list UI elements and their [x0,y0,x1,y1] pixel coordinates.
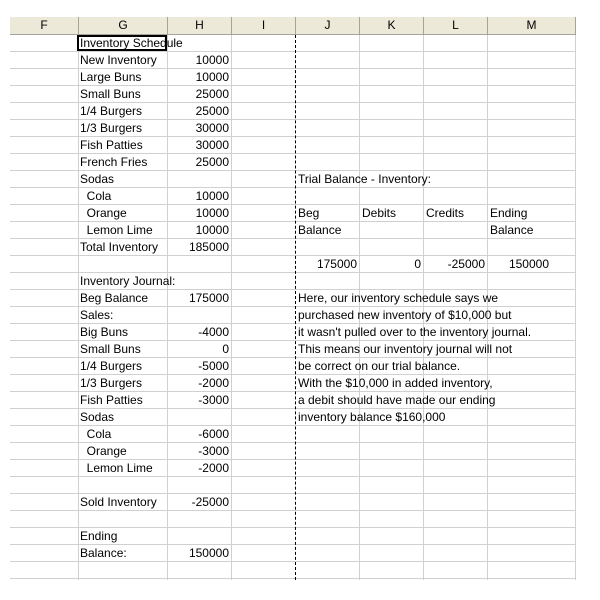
column-header-f[interactable]: F [10,17,79,35]
journal-row-value[interactable]: -2000 [198,376,229,390]
schedule-row-value[interactable]: 25000 [195,87,229,101]
schedule-row-label[interactable]: Small Buns [80,87,141,101]
journal-row-value[interactable]: -3000 [198,393,229,407]
journal-row-value[interactable] [168,477,229,494]
journal-row-label[interactable]: Big Buns [80,325,129,339]
schedule-row-label[interactable]: Cola [80,189,112,203]
journal-row-value[interactable]: -6000 [198,427,229,441]
column-header-g[interactable]: G [79,17,168,35]
trial-beg-balance-value[interactable]: 175000 [316,257,357,271]
note-line[interactable]: Here, our inventory schedule says we [298,291,499,305]
schedule-row-label[interactable]: New Inventory [80,53,157,67]
schedule-row-value[interactable]: 10000 [195,223,229,237]
journal-row-value[interactable]: -3000 [198,444,229,458]
gridline [231,35,232,580]
schedule-row-value[interactable]: 185000 [188,240,229,254]
schedule-row-value[interactable]: 30000 [195,121,229,135]
journal-row-label[interactable]: Orange [80,444,127,458]
beg-header[interactable]: Beg [298,206,320,220]
note-line[interactable]: This means our inventory journal will not [298,342,513,356]
note-line[interactable]: it wasn't pulled over to the inventory journal. [298,325,532,339]
journal-row-label[interactable]: Ending [80,529,118,543]
column-header-i[interactable]: I [232,17,296,35]
ending-balance-header[interactable]: Balance [490,223,534,237]
journal-row-value[interactable]: -4000 [198,325,229,339]
note-line[interactable]: purchased new inventory of $10,000 but [298,308,512,322]
journal-row-label[interactable]: Sales: [80,308,114,322]
schedule-row-value[interactable]: 25000 [195,104,229,118]
schedule-row-value[interactable]: 10000 [195,206,229,220]
journal-row-value[interactable] [168,409,229,426]
schedule-row-value[interactable]: 10000 [195,70,229,84]
inventory-journal-title[interactable]: Inventory Journal: [80,274,176,288]
schedule-row-value[interactable] [168,171,229,188]
page-break-line [295,35,296,580]
note-line[interactable]: With the $10,000 in added inventory, [298,376,493,390]
schedule-row-label[interactable]: 1/4 Burgers [80,104,143,118]
schedule-row-label[interactable]: 1/3 Burgers [80,121,143,135]
note-line[interactable]: inventory balance $160,000 [298,410,446,424]
journal-row-value[interactable]: -2000 [198,461,229,475]
trial-debits-value[interactable]: 0 [414,257,421,271]
note-line[interactable]: a debit should have made our ending [298,393,496,407]
journal-row-label[interactable]: Small Buns [80,342,141,356]
journal-row-label[interactable]: Beg Balance [80,291,149,305]
schedule-row-value[interactable]: 10000 [195,189,229,203]
journal-row-label[interactable]: Sold Inventory [80,495,157,509]
journal-row-value[interactable]: 0 [222,342,229,356]
schedule-row-value[interactable]: 25000 [195,155,229,169]
gridline [575,35,576,580]
journal-row-label[interactable]: 1/3 Burgers [80,376,143,390]
column-header-h[interactable]: H [168,17,232,35]
journal-row-label[interactable]: Lemon Lime [80,461,153,475]
journal-row-label[interactable]: 1/4 Burgers [80,359,143,373]
schedule-row-label[interactable]: Large Buns [80,70,142,84]
credits-header[interactable]: Credits [426,206,465,220]
gridline [10,578,575,579]
journal-row-value[interactable]: -25000 [191,495,229,509]
inventory-schedule-title[interactable]: Inventory Schedule [80,36,183,50]
beg-balance-header[interactable]: Balance [298,223,342,237]
column-header-k[interactable]: K [360,17,424,35]
gridline [78,35,79,580]
journal-row-label[interactable]: Balance: [80,546,127,560]
journal-row-value[interactable] [168,511,229,528]
schedule-row-label[interactable]: Total Inventory [80,240,159,254]
trial-balance-title[interactable]: Trial Balance - Inventory: [298,172,431,186]
debits-header[interactable]: Debits [362,206,397,220]
journal-row-value[interactable] [168,307,229,324]
schedule-row-value[interactable]: 30000 [195,138,229,152]
column-header-m[interactable]: M [488,17,576,35]
note-line[interactable]: be correct on our trial balance. [298,359,461,373]
journal-row-label[interactable]: Cola [80,427,112,441]
schedule-row-label[interactable]: French Fries [80,155,148,169]
schedule-row-label[interactable]: Sodas [80,172,115,186]
journal-row-value[interactable]: -5000 [198,359,229,373]
journal-row-value[interactable]: 150000 [188,546,229,560]
column-header-l[interactable]: L [424,17,488,35]
trial-credits-value[interactable]: -25000 [447,257,485,271]
trial-ending-value[interactable]: 150000 [508,257,549,271]
ending-header[interactable]: Ending [490,206,528,220]
schedule-row-label[interactable]: Fish Patties [80,138,143,152]
schedule-row-label[interactable]: Orange [80,206,127,220]
journal-row-label[interactable]: Sodas [80,410,115,424]
journal-row-value[interactable] [168,528,229,545]
schedule-row-label[interactable]: Lemon Lime [80,223,153,237]
journal-row-label[interactable]: Fish Patties [80,393,143,407]
schedule-row-value[interactable]: 10000 [195,53,229,67]
journal-row-value[interactable]: 175000 [188,291,229,305]
column-header-j[interactable]: J [296,17,360,35]
